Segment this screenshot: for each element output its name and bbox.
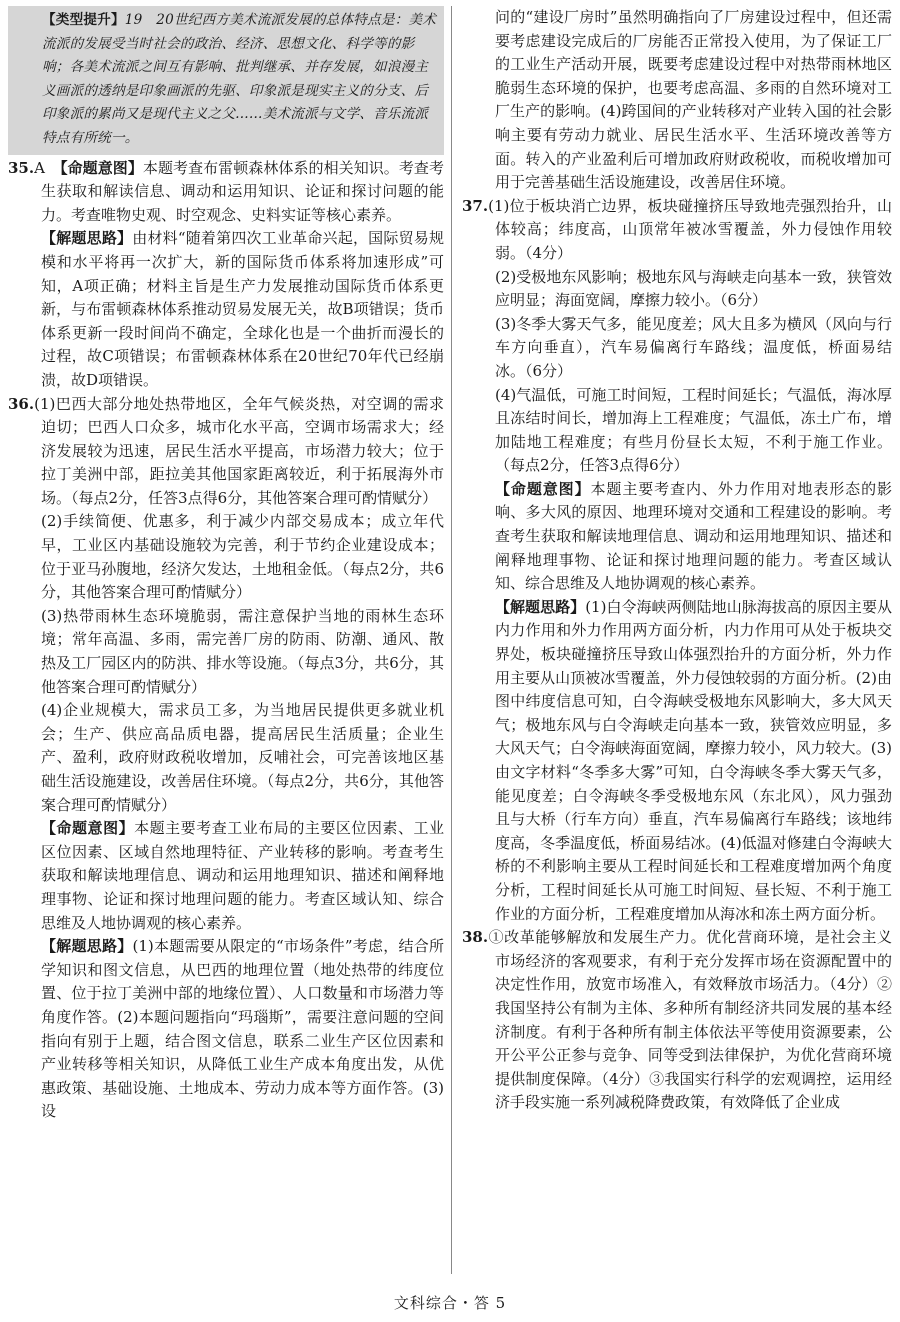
q37-answer-3: (3)冬季大雾天气多，能见度差；风大且多为横风（风向与行车方向垂直），汽车易偏离行车路线；温度低，桥面易结冰。（6分） <box>495 314 892 380</box>
q37-thought-text: (1)白令海峡两侧陆地山脉海拔高的原因主要从内力作用和外力作用两方面分析，内力作用可从处于板块交界处，板块碰撞挤压导致山体强烈抬升的方面分析，外力作用主要从山顶被冰雪覆盖，外力侵蚀较弱的方面分析。(2)由图中纬度信息可知，白令海峡受极地东风影响大，多大风天气；极地东风与白令海峡走向基本一致，狭管效应明显，多大风天气；白令海峡海面宽阔，摩擦力较小，风力较大。(3)由文字材料“冬季多大雾”可知，白令海峡冬季大雾天气多，能见度差；白令海峡冬季受极地东风（东北风），风力强劲且与大桥（行车方向）垂直，汽车易偏离行车路线；该地纬度高，冬季温度低，桥面易结冰。(4)低温对修建白令海峡大桥的不利影响主要从工程时间延长和工程难度增加两个角度分析，工程时间延长从可施工时间短、昼长短、不利于施工作业的方面分析，工程难度增加从海冰和冻土两方面分析。 <box>495 597 892 923</box>
q35-intent-label: 【命题意图】 <box>60 158 143 177</box>
q36-intent-label: 【命题意图】 <box>41 819 135 838</box>
q36-thought <box>8 935 444 1124</box>
q35-thought-text: 由材料“随着第四次工业革命兴起，国际贸易规模和水平将再一次扩大，新的国际货币体系将加速形成”可知，A项正确；材料主旨是生产力发展推动国际货币体系更新，与布雷顿森林体系推动贸易发展无关，故B项错误；货币体系更新一段时间尚不确定，全球化也是一个曲折而漫长的过程，故C项错误；布雷顿森林体系在20世纪70年代已经崩溃，故D项错误。 <box>41 229 444 389</box>
q38-answer <box>462 926 892 1115</box>
q36-answer-3: (3)热带雨林生态环境脆弱，需注意保护当地的雨林生态环境；常年高温、多雨，需完善厂房的防雨、防潮、通风、散热及工厂园区内的防洪、排水等设施。（每点3分，共6分，其他答案合理可酌情赋分） <box>41 606 444 696</box>
q36-thought-text: (1)本题需要从限定的“市场条件”考虑，结合所学知识和图文信息，从巴西的地理位置（地处热带的纬度位置、位于拉丁美洲中部的地缘位置）、人口数量和市场潜力等角度作答。(2)本题问题指向“玛瑙斯”，需要注意问题的空间指向有别于上题，结合图文信息，联系二业生产区位因素和产业转移等相关知识，从降低工业生产成本角度出发，从优惠政策、基础设施、土地成本、劳动力成本等方面作答。(3)设 <box>41 937 444 1121</box>
q37-answer-2: (2)受极地东风影响；极地东风与海峡走向基本一致，狭管效应明显；海面宽阔，摩擦力较小。（6分） <box>495 267 892 310</box>
q35-intent-text: 本题考查布雷顿森林体系的相关知识。考查考生获取和解读信息、调动和运用知识、论证和探讨问题的能力。考查唯物史观、时空观念、史料实证等核心素养。 <box>41 158 444 224</box>
q36-intent <box>8 817 444 935</box>
q37-answer-1 <box>462 195 892 266</box>
q37-a1-text: (1)位于板块消亡边界，板块碰撞挤压导致地壳强烈抬升，山体较高；纬度高，山顶常年被冰雪覆盖，外力侵蚀作用较弱。（4分） <box>488 196 892 262</box>
q37-intent-text: 本题主要考查内、外力作用对地表形态的影响、多大风的原因、地理环境对交通和工程建设的影响。考查考生获取和解读地理信息、调动和运用地理知识、描述和阐释地理事物、论证和探讨地理问题的能力。考查区域认知、综合思维及人地协调观的核心素养。 <box>495 479 892 593</box>
q37-intent <box>462 478 892 596</box>
q35-choice: A <box>34 158 61 177</box>
left-column <box>8 6 444 1274</box>
q37-thought-label: 【解题思路】 <box>495 597 586 616</box>
column-divider <box>451 6 452 1274</box>
right-column <box>462 6 892 1274</box>
q35-answer <box>8 157 444 228</box>
q36-answer-4: (4)企业规模大，需求员工多，为当地居民提供更多就业机会；生产、供应高品质电器，提高居民生活质量；企业生产、盈利，政府财政税收增加，反哺社会，可完善该地区基础生活设施建设，改善居住环境。（每点2分，共6分，其他答案合理可酌情赋分） <box>41 701 444 814</box>
q37-thought <box>462 596 892 926</box>
type-upgrade-text: 19 20世纪西方美术流派发展的总体特点是：美术流派的发展受当时社会的政治、经济、思想文化、科学等的影响；各美术流派之间互有影响、批判继承、并存发展，如浪漫主义画派的透纳是印象画派的先驱、印象派是现实主义的分支、后印象派的累尚又是现代主义之父……美术流派与文学、音乐流派特点有所统一。 <box>42 12 437 146</box>
q35-thought <box>8 227 444 392</box>
q36-thought-continued: 问的“建设厂房时”虽然明确指向了厂房建设过程中，但还需要考虑建设完成后的厂房能否正常投入使用，为了保证工厂的工业生产活动开展，既要考虑建设过程中对热带雨林地区脆弱生态环境的保护，也要考虑高温、多雨的自然环境对工厂生产的影响。(4)跨国间的产业转移对产业转入国的社会影响主要有劳动力就业、居民生活水平、生活环境改善等方面。转入的产业盈利后可增加政府财政税收，而税收增加可用于完善基础生活设施建设，改善居住环境。 <box>495 8 892 192</box>
q35-number: 35. <box>8 158 35 177</box>
q35-thought-label: 【解题思路】 <box>41 229 133 248</box>
q36-thought-label: 【解题思路】 <box>41 937 133 956</box>
q36-intent-text: 本题主要考查工业布局的主要区位因素、工业区位因素、区域自然地理特征、产业转移的影响。考查考生获取和解读地理信息、调动和运用地理知识、描述和阐释地理事物、论证和探讨地理问题的能力。考查区域认知、综合思维及人地协调观的核心素养。 <box>41 819 444 932</box>
q38-number: 38. <box>462 928 489 947</box>
type-upgrade-box <box>8 6 444 155</box>
q36-answer-1 <box>8 393 444 511</box>
page-footer: 文科综合・答 5 <box>393 1294 507 1312</box>
q36-answer-2: (2)手续简便、优惠多，利于减少内部交易成本；成立年代早，工业区内基础设施较为完善，利于节约企业建设成本；位于亚马孙腹地，经济欠发达，土地租金低。（每点2分，共6分，其他答案合理可酌情赋分） <box>41 512 444 602</box>
q37-number: 37. <box>462 196 489 215</box>
q37-answer-4: (4)气温低，可施工时间短，工程时间延长；气温低，海冰厚且冻结时间长，增加海上工程难度；气温低，冻土广布，增加陆地工程难度；有些月份昼长太短，不利于施工作业。（每点2分，任答3点得6分） <box>495 385 892 475</box>
type-upgrade-label: 【类型提升】 <box>42 12 125 28</box>
q37-intent-label: 【命题意图】 <box>495 479 591 498</box>
q38-text: ①改革能够解放和发展生产力。优化营商环境，是社会主义市场经济的客观要求，有利于充分发挥市场在资源配置中的决定性作用，放宽市场准入，有效释放市场活力。（4分）②我国坚持公有制为主体、多种所有制经济共同发展的基本经济制度。有利于各种所有制主体依法平等使用资源要素，公开公平公正参与竞争、同等受到法律保护，为优化营商环境提供制度保障。（4分）③我国实行科学的宏观调控，运用经济手段实施一系列减税降费政策，有效降低了企业成 <box>488 928 892 1112</box>
q36-number: 36. <box>8 394 35 413</box>
q36-a1-text: (1)巴西大部分地处热带地区，全年气候炎热，对空调的需求迫切；巴西人口众多，城市化水平高，空调市场需求大；经济发展较为迅速，居民生活水平提高，市场潜力较大；位于拉丁美洲中部，距拉美其他国家距离较近，利于拓展海外市场。（每点2分，任答3点得6分，其他答案合理可酌情赋分） <box>34 394 444 507</box>
